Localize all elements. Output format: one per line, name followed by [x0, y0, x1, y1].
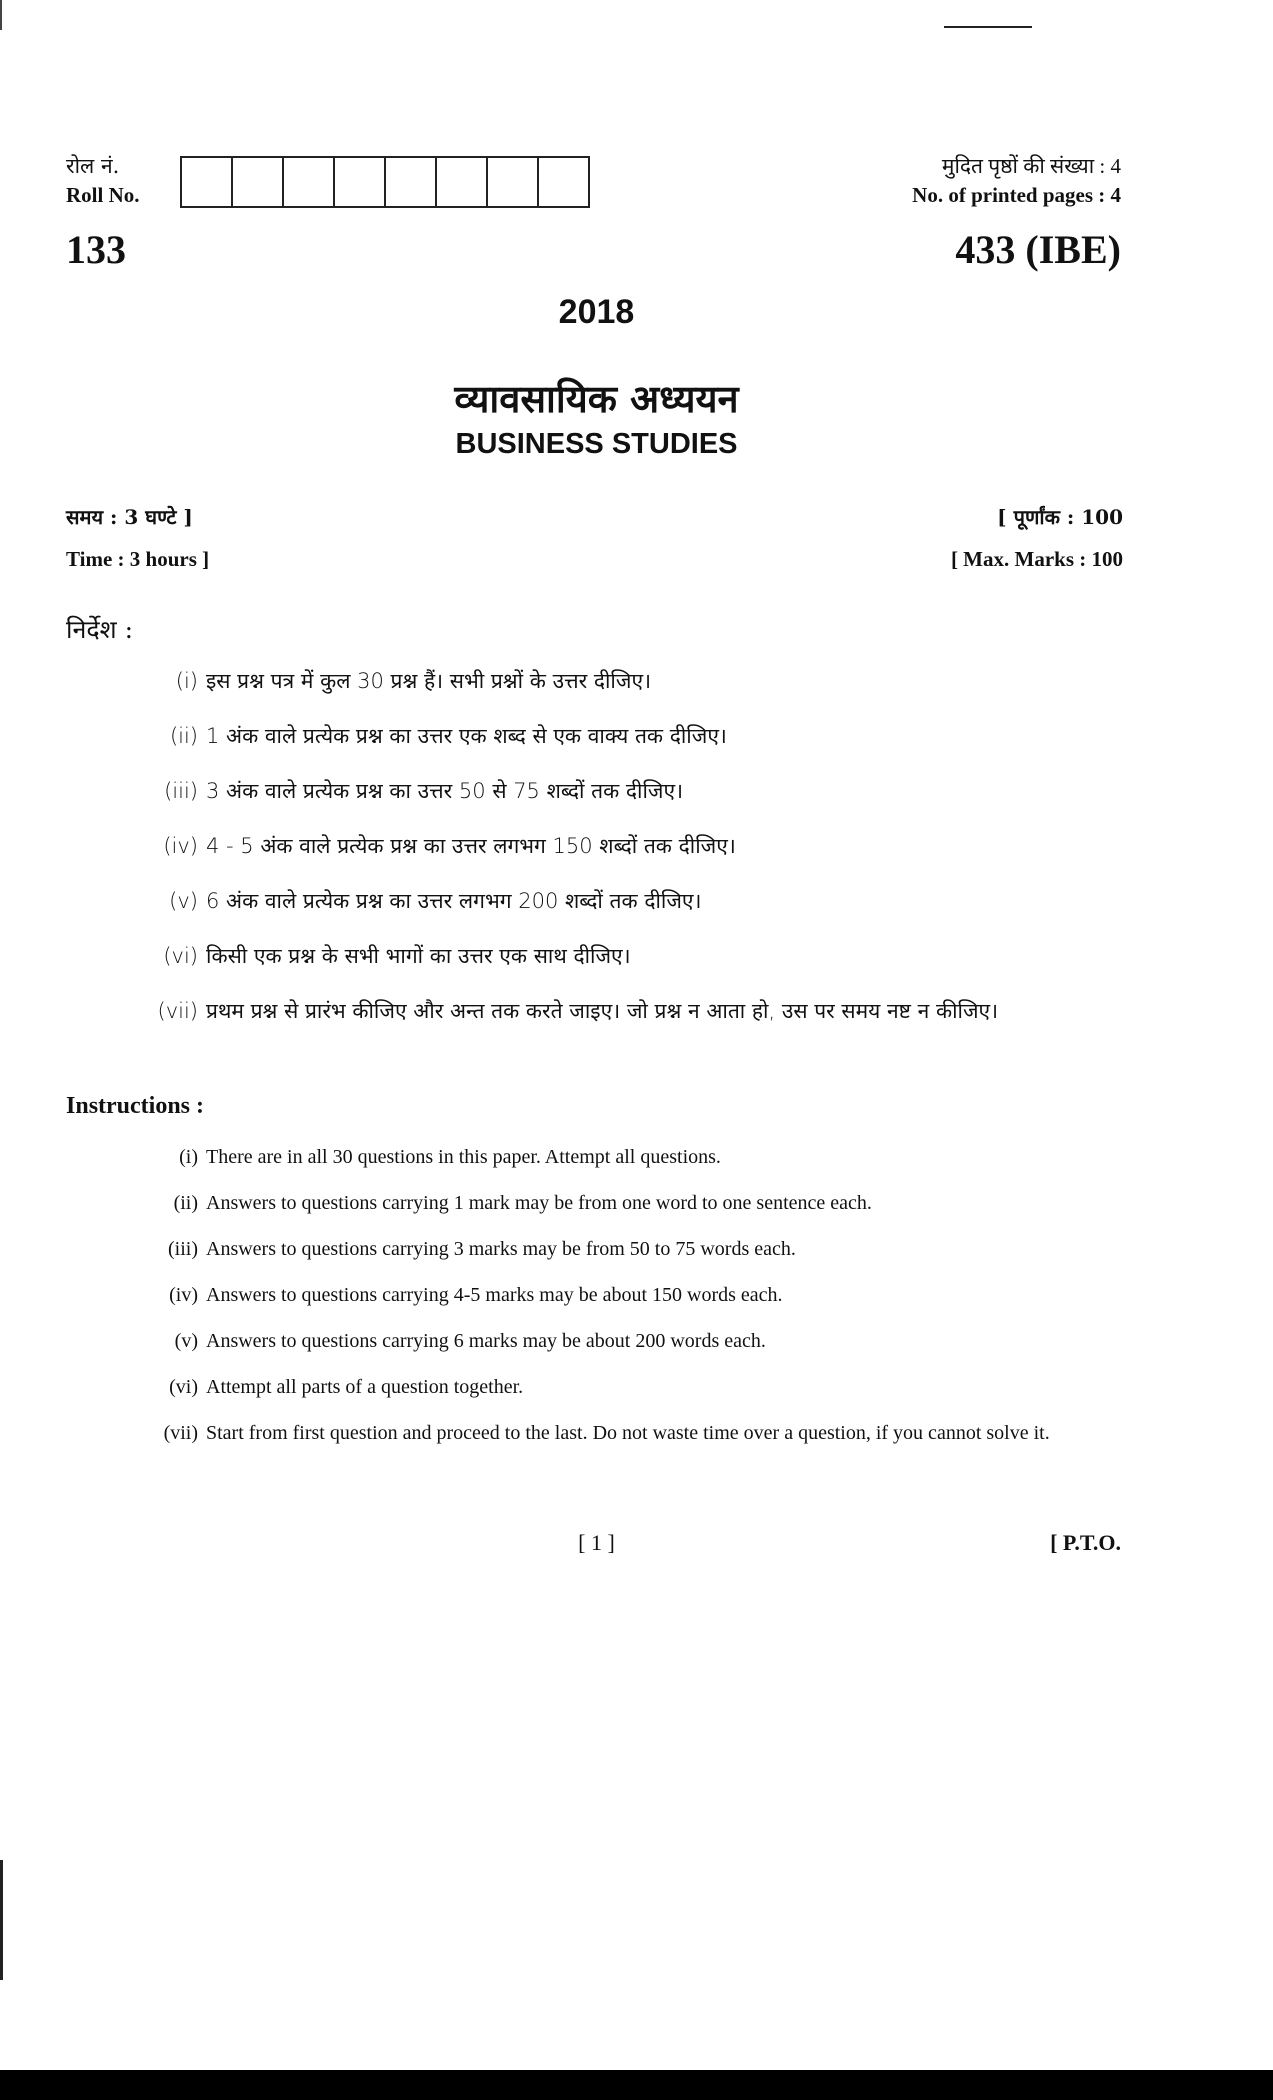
instructions-heading-hindi: निर्देश : — [66, 615, 133, 644]
roll-box[interactable] — [488, 158, 539, 206]
roll-label-english: Roll No. — [66, 183, 140, 207]
instruction-item-hindi — [150, 882, 1125, 921]
item-number: (i) — [175, 669, 198, 693]
item-number: (iv) — [169, 1284, 198, 1306]
max-marks-english: [ Max. Marks : 100 — [950, 547, 1123, 571]
item-number: (vii) — [157, 999, 198, 1023]
printed-pages-info — [912, 152, 1121, 210]
time-hindi: समय : 3 घण्टे ] — [66, 505, 193, 529]
item-text: 3 अंक वाले प्रत्येक प्रश्न का उत्तर 50 से 75 शब्दों तक दीजिए। — [206, 779, 684, 803]
roll-box[interactable] — [386, 158, 437, 206]
printed-pages-english: No. of printed pages : 4 — [912, 183, 1121, 207]
roll-box[interactable] — [539, 158, 588, 206]
item-text: Answers to questions carrying 4-5 marks may be about 150 words each. — [206, 1284, 783, 1306]
roll-box[interactable] — [284, 158, 335, 206]
scan-edge-mark — [0, 0, 2, 30]
item-text: प्रथम प्रश्न से प्रारंभ कीजिए और अन्त तक करते जाइए। जो प्रश्न न आता हो, उस पर समय नष्ट न कीजिए। — [206, 999, 999, 1023]
printed-pages-hindi: मुदित पृष्ठों की संख्या : 4 — [941, 154, 1121, 178]
item-text: 6 अंक वाले प्रत्येक प्रश्न का उत्तर लगभग 200 शब्दों तक दीजिए। — [206, 889, 702, 913]
time-english: Time : 3 hours ] — [66, 547, 210, 571]
item-number: (iv) — [163, 834, 198, 858]
top-dash-mark — [944, 26, 1032, 28]
instruction-item-english — [150, 1326, 1125, 1356]
scan-bottom-border — [0, 2070, 1273, 2100]
item-number: (ii) — [173, 1192, 198, 1214]
roll-box[interactable] — [335, 158, 386, 206]
item-text: किसी एक प्रश्न के सभी भागों का उत्तर एक साथ दीजिए। — [206, 944, 631, 968]
instructions-list-english — [150, 1142, 1125, 1464]
item-number: (iii) — [164, 779, 198, 803]
item-text: Answers to questions carrying 1 mark may be from one word to one sentence each. — [206, 1192, 872, 1214]
item-number: (i) — [179, 1146, 198, 1168]
subject-title-english: BUSINESS STUDIES — [455, 428, 738, 460]
item-text: Start from first question and proceed to the last. Do not waste time over a question, if you cannot solve it. — [206, 1422, 1050, 1444]
item-text: 1 अंक वाले प्रत्येक प्रश्न का उत्तर एक शब्द से एक वाक्य तक दीजिए। — [206, 724, 727, 748]
instruction-item-english — [150, 1234, 1125, 1264]
instruction-item-hindi — [150, 662, 1125, 701]
roll-label-hindi: रोल नं. — [66, 154, 120, 178]
subject-title-hindi: व्यावसायिक अध्ययन — [454, 377, 739, 421]
instruction-item-hindi — [150, 827, 1125, 866]
instruction-item-english — [150, 1280, 1125, 1310]
instructions-heading-english: Instructions : — [66, 1093, 205, 1119]
instruction-item-english — [150, 1188, 1125, 1218]
item-number: (v) — [169, 889, 198, 913]
roll-number-boxes — [180, 156, 590, 208]
roll-box[interactable] — [233, 158, 284, 206]
instruction-item-hindi — [150, 937, 1125, 976]
instruction-item-hindi — [150, 717, 1125, 756]
item-number: (iii) — [168, 1238, 198, 1260]
roll-number-label — [66, 152, 140, 210]
item-text: Attempt all parts of a question together. — [206, 1376, 524, 1398]
item-text: Answers to questions carrying 3 marks may be from 50 to 75 words each. — [206, 1238, 796, 1260]
item-number: (vi) — [163, 944, 198, 968]
paper-code-right: 433 (IBE) — [955, 227, 1121, 272]
roll-box[interactable] — [182, 158, 233, 206]
item-number: (v) — [174, 1330, 198, 1352]
page-number: [ 1 ] — [578, 1530, 615, 1555]
paper-code-left: 133 — [66, 227, 126, 272]
item-number: (vi) — [169, 1376, 198, 1398]
instruction-item-english — [150, 1418, 1125, 1448]
instruction-item-english — [150, 1372, 1125, 1402]
scan-edge-mark — [0, 1860, 3, 1980]
exam-year: 2018 — [558, 293, 635, 331]
item-text: 4 - 5 अंक वाले प्रत्येक प्रश्न का उत्तर लगभग 150 शब्दों तक दीजिए। — [206, 834, 736, 858]
item-text: इस प्रश्न पत्र में कुल 30 प्रश्न हैं। सभी प्रश्नों के उत्तर दीजिए। — [206, 669, 652, 693]
item-number: (vii) — [163, 1422, 198, 1444]
item-text: Answers to questions carrying 6 marks may be about 200 words each. — [206, 1330, 766, 1352]
roll-box[interactable] — [437, 158, 488, 206]
item-number: (ii) — [169, 724, 198, 748]
pto-label: [ P.T.O. — [1050, 1530, 1121, 1555]
instruction-item-english — [150, 1142, 1125, 1172]
instructions-list-hindi — [150, 662, 1125, 1047]
item-text: There are in all 30 questions in this paper. Attempt all questions. — [206, 1146, 721, 1168]
instruction-item-hindi — [150, 992, 1125, 1031]
max-marks-hindi: [ पूर्णांक : 100 — [997, 505, 1123, 529]
instruction-item-hindi — [150, 772, 1125, 811]
